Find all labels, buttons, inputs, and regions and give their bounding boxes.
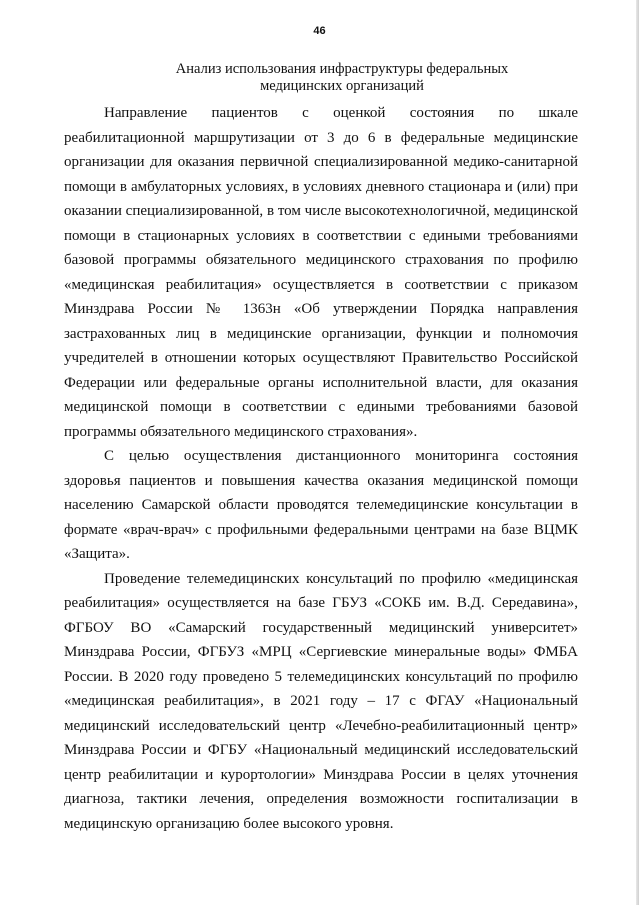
section-title-line-2: медицинских организаций xyxy=(260,78,424,94)
page-number: 46 xyxy=(313,25,326,37)
paragraph-telemedicine-consultations: Проведение телемедицинских консультаций по профилю «медицинская реабилитация» осуществляется на базе ГБУЗ «СОКБ им. В.Д. Середавина», ФГБОУ ВО «Самарский государственный медицинский университет» Минздрава России, ФГБУЗ «МРЦ «Сергиевские минеральные воды» ФМБА России. В 2020 году проведено 5 телемедицинских консультаций по профилю «медицинская реабилитация», в 2021 году – 17 с ФГАУ «Национальный медицинский исследовательский центр «Лечебно-реабилитационный центр» Минздрава России и ФГБУ «Национальный медицинский исследовательский центр реабилитации и курортологии» Минздрава России в целях уточнения диагноза, тактики лечения, определения возможности госпитализации в медицинскую организацию более высокого уровня. xyxy=(64,570,578,832)
paragraph-referral: Направление пациентов с оценкой состояния по шкале реабилитационной маршрутизации от 3 до 6 в федеральные медицинские организации для оказания первичной специализированной медико-санитарной помощи в амбулаторных условиях, в условиях дневного стационара и (или) при оказании специализированной, в том числе высокотехнологичной, медицинской помощи в стационарных условиях в соответствии с едиными требованиями базовой программы обязательного медицинского страхования по профилю «медицинская реабилитация» осуществляется в соответствии с приказом Минздрава России № 1363н «Об утверждении Порядка направления застрахованных лиц в медицинские организации, функции и полномочия учредителей в отношении которых осуществляют Правительство Российской Федерации или федеральные органы исполнительной власти, для оказания медицинской помощи в соответствии с едиными требованиями базовой программы обязательного медицинского страхования». xyxy=(64,105,578,440)
body-text xyxy=(64,101,578,836)
paragraph-telemedicine-monitoring: С целью осуществления дистанционного мониторинга состояния здоровья пациентов и повышения качества оказания медицинской помощи населению Самарской области проводятся телемедицинские консультации в формате «врач-врач» с профильными федеральными центрами на базе ВЦМК «Защита». xyxy=(64,448,578,562)
section-title xyxy=(150,61,534,95)
section-title-line-1: Анализ использования инфраструктуры федеральных xyxy=(175,61,509,77)
